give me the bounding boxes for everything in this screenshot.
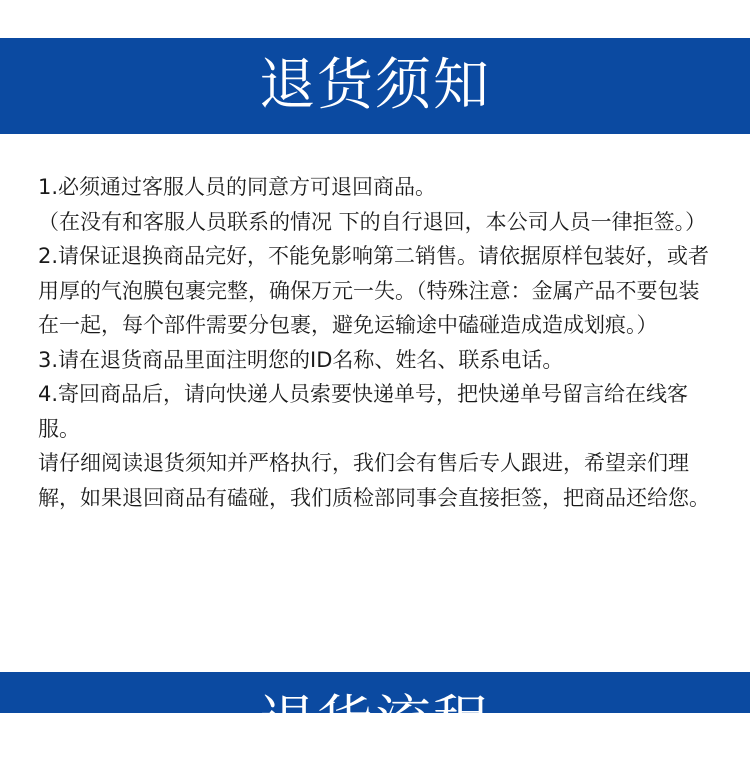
notice-item-3: 3.请在退货商品里面注明您的ID名称、姓名、联系电话。 (38, 347, 564, 372)
notice-closing: 请仔细阅读退货须知并严格执行，我们会有售后专人跟进，希望亲们理解，如果退回商品有磕碰，我们质检部同事会直接拒签，把商品还给您。 (38, 451, 710, 510)
notice-item-4: 4.寄回商品后，请向快递人员索要快递单号，把快递单号留言给在线客服。 (38, 382, 689, 441)
notice-item-1: 1.必须通过客服人员的同意方可退回商品。 (38, 175, 437, 199)
notice-content (38, 170, 718, 515)
title-banner (0, 38, 750, 134)
notice-item-2: 2.请保证退换商品完好，不能免影响第二销售。请依据原样包装好，或者用厚的气泡膜包裹完整，确保万元一失。（特殊注意：金属产品不要包装在一起，每个部件需要分包裹，避免运输途中磕碰造成造成划痕。） (38, 244, 710, 337)
notice-item-1-note: （在没有和客服人员联系的情况 下的自行退回，本公司人员一律拒签。） (38, 209, 707, 234)
page-title: 退货须知 (259, 53, 491, 118)
next-section-title: 退货流程 (259, 690, 491, 755)
next-section-banner (0, 672, 750, 755)
